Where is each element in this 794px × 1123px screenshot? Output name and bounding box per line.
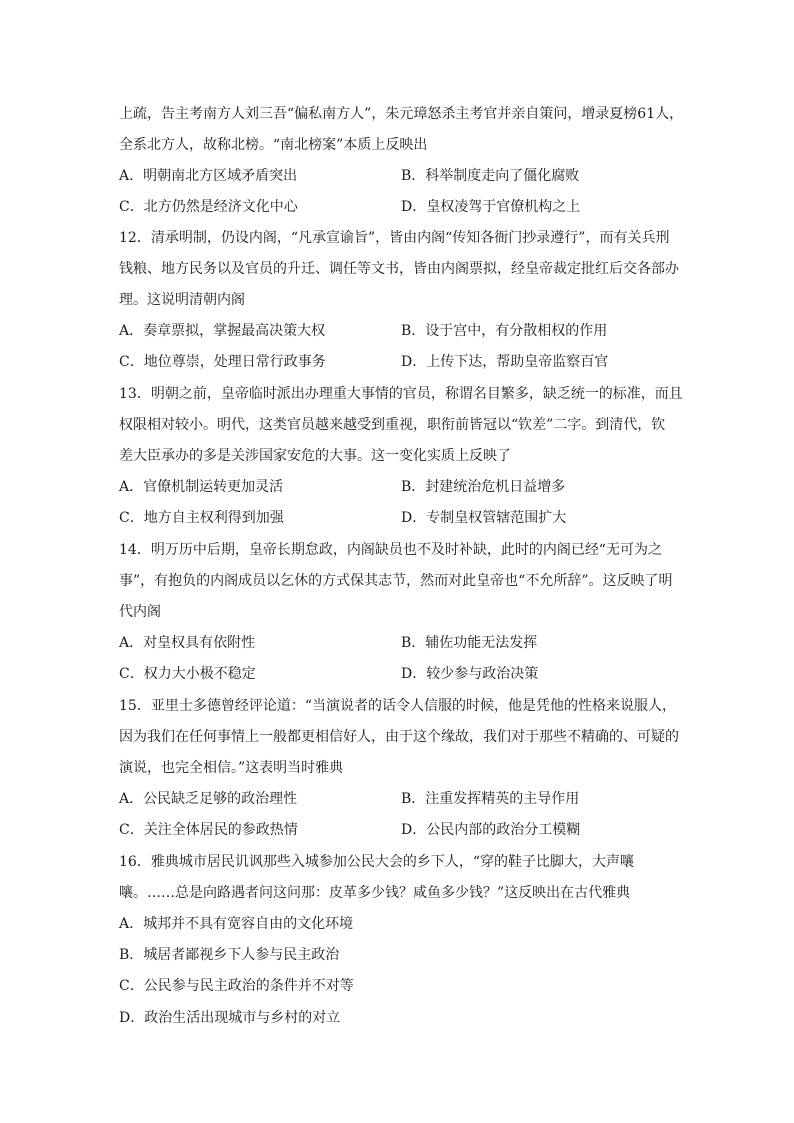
question-15-option-b: B．注重发挥精英的主导作用 <box>401 791 580 807</box>
question-13-option-a: A．官僚机制运转更加灵活 <box>119 479 284 495</box>
question-13-option-d: D．专制皇权管辖范围扩大 <box>401 510 567 526</box>
question-11-option-a: A．明朝南北方区域矛盾突出 <box>119 168 298 184</box>
question-12-text-line-2: 钱粮、地方民务以及官员的升迁、调任等文书，皆由内阁票拟，经皇帝裁定批红后交各部办 <box>119 261 679 277</box>
question-15-option-a: A．公民缺乏足够的政治理性 <box>119 791 298 807</box>
question-13-option-c: C．地方自主权利得到加强 <box>119 510 284 526</box>
question-13-option-b: B．封建统治危机日益增多 <box>401 479 566 495</box>
question-14-text-line-3: 代内阁 <box>119 604 161 620</box>
question-16-option-c: C．公民参与民主政治的条件并不对等 <box>119 978 354 994</box>
question-14-option-d: D．较少参与政治决策 <box>401 666 539 682</box>
question-14-option-c: C．权力大小极不稳定 <box>119 666 256 682</box>
question-14-text-line-1: 14．明万历中后期，皇帝长期怠政，内阁缺员也不及时补缺，此时的内阁已经“无可为之 <box>119 542 662 558</box>
question-15-option-d: D．公民内部的政治分工模糊 <box>401 822 581 838</box>
question-16-option-d: D．政治生活出现城市与乡村的对立 <box>119 1010 341 1026</box>
question-11-option-b: B．科举制度走向了僵化腐败 <box>401 168 580 184</box>
question-16-option-b: B．城居者鄙视乡下人参与民主政治 <box>119 947 340 963</box>
question-11-text-line-1: 上疏，告主考南方人刘三吾“偏私南方人”，朱元璋怒杀主考官并亲自策问，增录夏榜61人， <box>119 106 684 122</box>
question-15-text-line-2: 因为我们在任何事情上一般都更相信好人，由于这个缘故，我们对于那些不精确的、可疑的 <box>119 729 679 745</box>
question-15-text-line-1: 15．亚里士多德曾经评论道：“当演说者的话令人信服的时候，他是凭他的性格来说服人， <box>119 698 676 714</box>
question-12-text-line-1: 12．清承明制，仍设内阁，“凡承宣谕旨”，皆由内阁“传知各衙门抄录遵行”，而有关兵刑 <box>119 230 670 246</box>
question-12-option-c: C．地位尊崇，处理日常行政事务 <box>119 354 326 370</box>
question-11-option-c: C．北方仍然是经济文化中心 <box>119 199 298 215</box>
question-15-text-line-3: 演说，也完全相信。”这表明当时雅典 <box>119 760 344 776</box>
question-12-option-b: B．设于宫中，有分散相权的作用 <box>401 323 608 339</box>
question-13-text-line-2: 权限相对较小。明代，这类官员越来越受到重视，职衔前皆冠以“钦差”二字。到清代，钦 <box>119 417 666 433</box>
question-13-text-line-3: 差大臣承办的多是关涉国家安危的大事。这一变化实质上反映了 <box>119 448 511 464</box>
question-16-text-line-1: 16．雅典城市居民讥讽那些入城参加公民大会的乡下人，“穿的鞋子比脚大，大声嚷 <box>119 854 634 870</box>
question-16-option-a: A．城邦并不具有宽容自由的文化环境 <box>119 916 354 932</box>
question-14-option-a: A．对皇权具有依附性 <box>119 635 256 651</box>
question-11-text-line-2: 全系北方人，故称北榜。“南北榜案”本质上反映出 <box>119 137 428 153</box>
question-12-option-d: D．上传下达，帮助皇帝监察百官 <box>401 354 609 370</box>
question-16-text-line-2: 嚷。……总是向路遇者问这问那：皮革多少钱？咸鱼多少钱？”这反映出在古代雅典 <box>119 885 631 901</box>
question-14-option-b: B．辅佐功能无法发挥 <box>401 635 538 651</box>
question-15-option-c: C．关注全体居民的参政热情 <box>119 822 298 838</box>
question-14-text-line-2: 事”，有抱负的内阁成员以乞休的方式保其志节，然而对此皇帝也“不允所辞”。这反映了明 <box>119 573 673 589</box>
question-12-text-line-3: 理。这说明清朝内阁 <box>119 292 245 308</box>
question-12-option-a: A．奏章票拟，掌握最高决策大权 <box>119 323 326 339</box>
question-11-option-d: D．皇权凌驾于官僚机构之上 <box>401 199 581 215</box>
question-13-text-line-1: 13．明朝之前，皇帝临时派出办理重大事情的官员，称谓名目繁多，缺乏统一的标准，而且 <box>119 386 683 402</box>
